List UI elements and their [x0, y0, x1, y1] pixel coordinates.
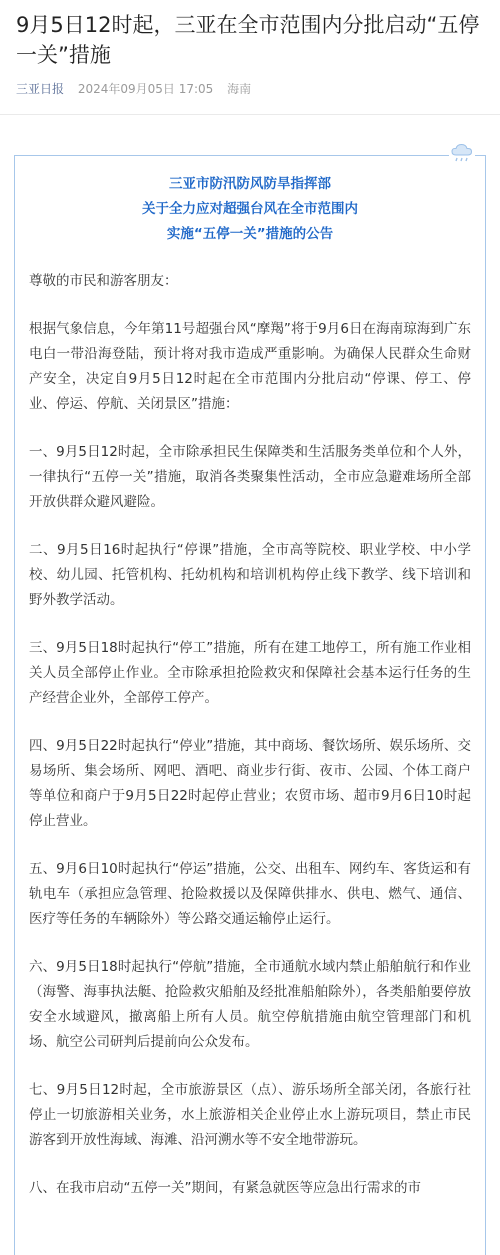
notice-greeting: 尊敬的市民和游客朋友： — [29, 273, 178, 289]
notice-paragraph-1: 一、9月5日12时起，全市除承担民生保障类和生活服务类单位和个人外，一律执行“五停一关”措施，取消各类聚集性活动，全市应急避难场所全部开放供群众避风避险。 — [29, 444, 471, 510]
cloud-rain-icon — [449, 142, 475, 166]
article-meta — [16, 80, 484, 98]
notice-paragraph-intro: 根据气象信息，今年第11号超强台风“摩羯”将于9月6日在海南琼海到广东电白一带沿海登陆，预计将对我市造成严重影响。为确保人民群众生命财产安全，决定自9月5日12时起在全市范围内分批启动“停课、停工、停业、停运、停航、关闭景区”措施： — [29, 321, 471, 412]
notice-paragraph-4: 四、9月5日22时起执行“停业”措施，其中商场、餐饮场所、娱乐场所、交易场所、集会场所、网吧、酒吧、商业步行街、夜市、公园、个体工商户等单位和商户于9月5日22时起停止营业；农贸市场、超市9月6日10时起停止营业。 — [29, 738, 471, 829]
article-source-link[interactable]: 三亚日报 — [16, 82, 65, 96]
notice-heading-line: 实施“五停一关”措施的公告 — [166, 226, 334, 242]
notice-paragraph-5: 五、9月6日10时起执行“停运”措施，公交、出租车、网约车、客货运和有轨电车（承担应急管理、抢险救援以及保障供排水、供电、燃气、通信、医疗等任务的车辆除外）等公路交通运输停止运行。 — [29, 861, 471, 927]
header-divider — [0, 114, 500, 115]
article-region: 海南 — [227, 82, 252, 96]
notice-heading-line: 关于全力应对超强台风在全市范围内 — [142, 201, 358, 217]
notice-paragraph-3: 三、9月5日18时起执行“停工”措施，所有在建工地停工，所有施工作业相关人员全部停止作业。全市除承担抢险救灾和保障社会基本运行任务的生产经营企业外，全部停工停产。 — [29, 640, 471, 706]
notice-paragraph-2: 二、9月5日16时起执行“停课”措施，全市高等院校、职业学校、中小学校、幼儿园、托管机构、托幼机构和培训机构停止线下教学、线下培训和野外教学活动。 — [29, 542, 471, 608]
article-title: 9月5日12时起，三亚在全市范围内分批启动“五停一关”措施 — [16, 13, 480, 67]
article-header — [0, 0, 500, 98]
notice-card — [14, 155, 486, 1255]
notice-paragraph-8: 八、在我市启动“五停一关”期间，有紧急就医等应急出行需求的市 — [29, 1180, 421, 1196]
article-datetime: 2024年09月05日 17:05 — [77, 82, 214, 96]
notice-heading-line: 三亚市防汛防风防旱指挥部 — [169, 176, 331, 192]
notice-paragraph-7: 七、9月5日12时起，全市旅游景区（点）、游乐场所全部关闭，各旅行社停止一切旅游相关业务，水上旅游相关企业停止水上游玩项目，禁止市民游客到开放性海域、海滩、沿河溯水等不安全地带游玩。 — [29, 1082, 471, 1148]
notice-paragraph-6: 六、9月5日18时起执行“停航”措施，全市通航水域内禁止船舶航行和作业（海警、海事执法艇、抢险救灾船舶及经批准船舶除外），各类船舶要停放安全水域避风，撤离船上所有人员。航空停航措施由航空管理部门和机场、航空公司研判后提前向公众发布。 — [29, 959, 471, 1050]
notice-heading — [29, 172, 471, 247]
